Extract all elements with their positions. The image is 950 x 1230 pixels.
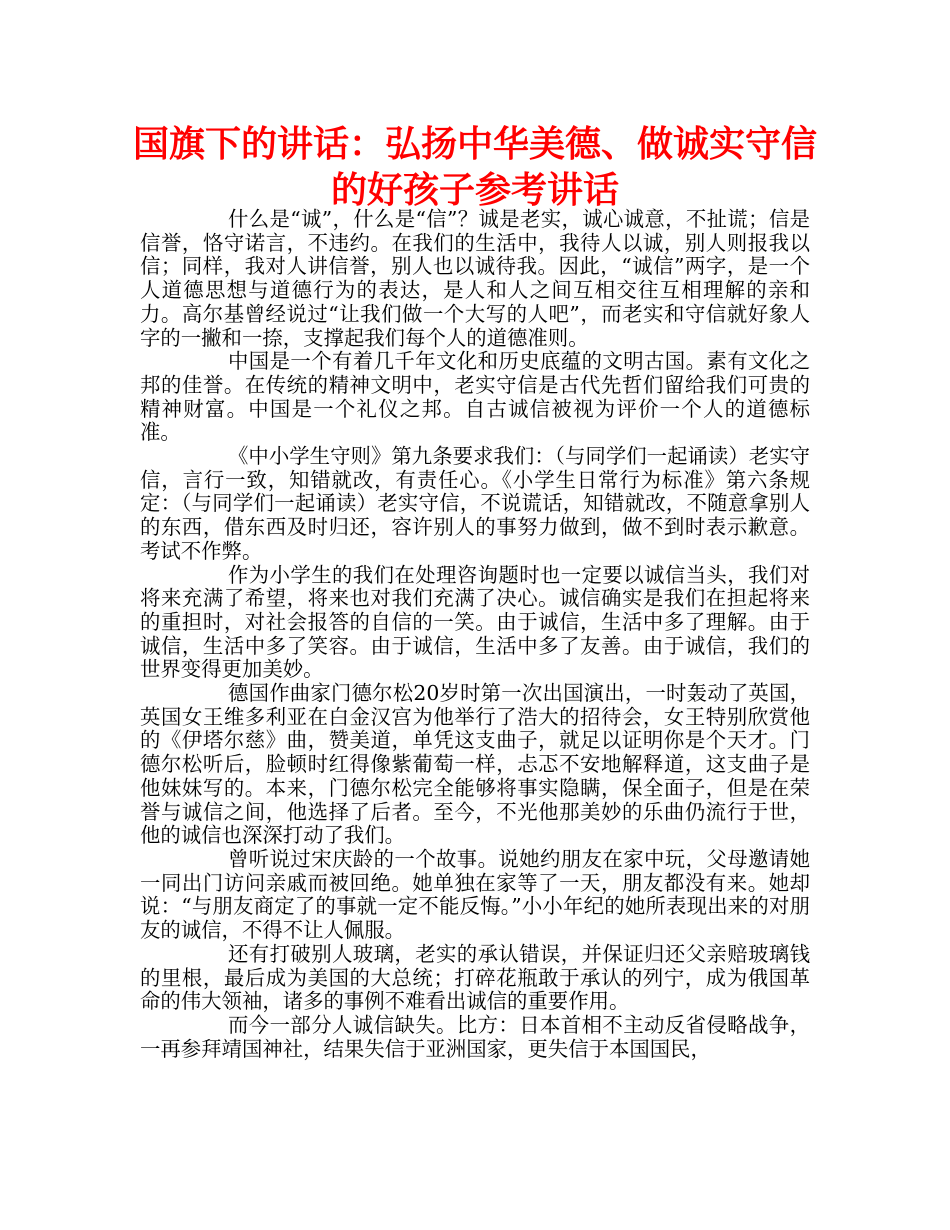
- paragraph-6: 曾听说过宋庆龄的一个故事。说她约朋友在家中玩，父母邀请她一同出门访问亲戚而被回绝。她单独在家等了一天，朋友都没有来。她却说：“与朋友商定了的事就一定不能反悔。”小小年纪的她所表现出来的对朋友的诚信，不得不让人佩服。: [140, 846, 810, 943]
- paragraph-2: 中国是一个有着几千年文化和历史底蕴的文明古国。素有文化之邦的佳誉。在传统的精神文明中，老实守信是古代先哲们留给我们可贵的精神财富。中国是一个礼仪之邦。自古诚信被视为评价一个人的道德标准。: [140, 349, 810, 445]
- paragraph-8: 而今一部分人诚信缺失。比方：日本首相不主动反省侵略战争，一再参拜靖国神社，结果失信于亚洲国家，更失信于本国国民，: [140, 1012, 810, 1061]
- document-title: 国旗下的讲话：弘扬中华美德、做诚实守信的好孩子参考讲话: [132, 124, 817, 211]
- paragraph-3: 《中小学生守则》第九条要求我们：（与同学们一起诵读）老实守信，言行一致，知错就改，有责任心。《小学生日常行为标准》第六条规定：（与同学们一起诵读）老实守信，不说谎话，知错就改，不随意拿别人的东西，借东西及时归还，容许别人的事努力做到，做不到时表示歉意。考试不作弊。: [140, 444, 810, 563]
- paragraph-5: 德国作曲家门德尔松20岁时第一次出国演出，一时轰动了英国，英国女王维多利亚在白金汉宫为他举行了浩大的招待会，女王特别欣赏他的《伊塔尔慈》曲，赞美道，单凭这支曲子，就足以证明你是个天才。门德尔松听后，脸顿时红得像紫葡萄一样，忐忑不安地解释道，这支曲子是他妹妹写的。本来，门德尔松完全能够将事实隐瞒，保全面子，但是在荣誉与诚信之间，他选择了后者。至今，不光他那美妙的乐曲仍流行于世，他的诚信也深深打动了我们。: [140, 681, 810, 848]
- paragraph-4: 作为小学生的我们在处理咨询题时也一定要以诚信当头，我们对将来充满了希望，将来也对我们充满了决心。诚信确实是我们在担起将来的重担时，对社会报答的自信的一笑。由于诚信，生活中多了理解。由于诚信，生活中多了笑容。由于诚信，生活中多了友善。由于诚信，我们的世界变得更加美妙。: [140, 562, 810, 682]
- document-body: [140, 208, 810, 1061]
- paragraph-7: 还有打破别人玻璃，老实的承认错误，并保证归还父亲赔玻璃钱的里根，最后成为美国的大总统；打碎花瓶敢于承认的列宁，成为俄国革命的伟大领袖，诸多的事例不难看出诚信的重要作用。: [140, 941, 810, 1014]
- paragraph-1: 什么是“诚”，什么是“信”？诚是老实，诚心诚意，不扯谎；信是信誉，恪守诺言，不违约。在我们的生活中，我待人以诚，别人则报我以信；同样，我对人讲信誉，别人也以诚待我。因此，“诚信”两字，是一个人道德思想与道德行为的表达，是人和人之间互相交往互相理解的亲和力。高尔基曾经说过“让我们做一个大写的人吧”，而老实和守信就好象人字的一撇和一捺，支撑起我们每个人的道德准则。: [140, 207, 810, 350]
